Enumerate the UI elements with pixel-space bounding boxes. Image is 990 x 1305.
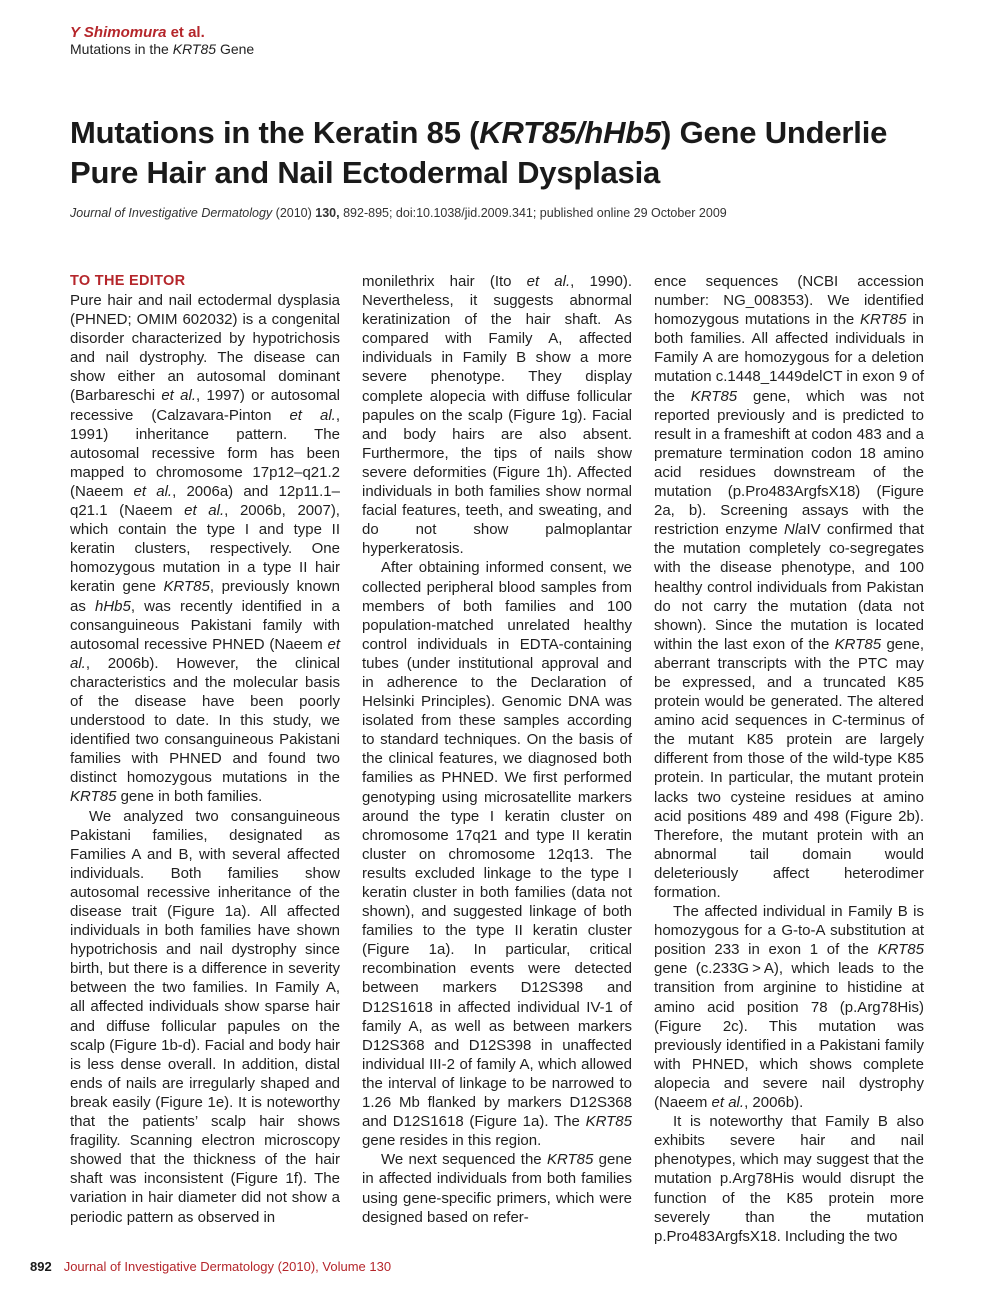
text-run: , 1990). Nevertheless, it suggests abnormal keratinization of the hair shaft. As compared with Family A, affected individuals in Family B show a more severe phenotype. They display complete alopecia with diffuse follicular papules on the scalp (Figure 1g). Facial and body hairs are also absent. Furthermore, the tips of nails show severe deformities (Figure 1h). Affected individuals in both families show normal facial features, teeth, and sweating, and do not show palmoplantar hyperkeratosis.: [362, 273, 632, 558]
text-run: It is noteworthy that Family B also exhibits severe hair and nail phenotypes, which may suggest that the mutation p.Arg78His would disrupt the function of the K85 protein more severely than the mutation p.Pro483ArgfsX18. Including the two: [654, 1113, 924, 1245]
text-run: in both families. All affected individuals in Family A are homozygous for a deletion mutation c.1448_1449delCT in exon 9 of the: [654, 311, 925, 405]
paragraph: [70, 807, 340, 1227]
article-title: [70, 113, 940, 193]
italic-run: KRT85: [877, 941, 924, 959]
running-title-prefix: Mutations in the: [70, 41, 173, 57]
text-run: gene in affected individuals from both families using gene-specific primers, which were designed based on refer-: [362, 1151, 633, 1226]
paragraph: [654, 1112, 924, 1246]
title-part2: ) Gene Underlie Pure Hair and Nail Ectodermal Dysplasia: [70, 115, 888, 190]
running-title-gene: KRT85: [172, 41, 217, 57]
citation-rest: 892-895; doi:10.1038/jid.2009.341; published online 29 October 2009: [339, 206, 727, 220]
text-run: , 2006b, 2007), which contain the type I and type II keratin clusters, respectively. One homozygous mutation in a type II hair keratin gene: [70, 502, 340, 596]
text-run: gene, aberrant transcripts with the PTC may be expressed, and a truncated K85 protein would be generated. The altered amino acid sequences in C-terminus of the mutant K85 protein are largely different from those of the wild-type K85 protein. In particular, the mutant protein lacks two cysteine residues at amino acid positions 489 and 498 (Figure 2b). Therefore, the mutant protein with an abnormal tail domain would deleteriously affect heterodimer formation.: [654, 635, 924, 901]
italic-run: et al.: [289, 406, 336, 424]
text-run: , 2006a) and 12p11.1–q21.1 (Naeem: [70, 482, 340, 520]
italic-run: et al.: [161, 387, 197, 405]
paragraph: [362, 272, 632, 558]
italic-run: hHb5: [95, 597, 131, 615]
italic-run: KRT85: [163, 578, 210, 596]
paragraph: [362, 558, 632, 1150]
text-column-1: [70, 272, 340, 1227]
text-run: , 2006b).: [744, 1094, 804, 1112]
italic-run: Nla: [783, 521, 807, 539]
italic-run: KRT85: [546, 1151, 594, 1169]
title-part1: Mutations in the Keratin 85 (: [70, 115, 480, 150]
paragraph: [362, 1150, 632, 1226]
running-title: [70, 41, 254, 58]
page-footer: [30, 1259, 391, 1274]
text-run: gene (c.233G > A), which leads to the transition from arginine to histidine at amino acid position 78 (p.Arg78His) (Figure 2c). This mutation was previously identified in a Pakistani family with PHNED, which shows complete alopecia and severe nail dystrophy (Naeem: [654, 960, 924, 1112]
text-run: , was recently identified in a consanguineous Pakistani family with autosomal recessive PHNED (Naeem: [70, 597, 341, 653]
text-run: Pure hair and nail ectodermal dysplasia (PHNED; OMIM 602032) is a congenital disorder characterized by hypotrichosis and nail dystrophy. The disease can show either an autosomal dominant (Barbareschi: [70, 292, 340, 405]
title-gene: KRT85/hHb5: [479, 115, 662, 150]
italic-run: et al.: [711, 1094, 745, 1112]
author-suffix: et al.: [166, 24, 205, 41]
running-title-suffix: Gene: [216, 41, 255, 57]
text-run: gene in both families.: [116, 788, 263, 806]
citation-volume: 130,: [315, 206, 340, 220]
text-column-2: [362, 272, 632, 1227]
italic-run: KRT85: [834, 635, 882, 653]
text-run: After obtaining informed consent, we collected peripheral blood samples from members of both families and 100 population-matched unrelated healthy control individuals in EDTA-containing tubes (under institutional approval and in adherence to the Declaration of Helsinki Principles). Genomic DNA was isolated from these samples according to standard techniques. On the basis of the clinical features, we diagnosed both families as PHNED. We first performed genotyping using microsatellite markers around the type I keratin cluster on chromosome 17q21 and type II keratin cluster on chromosome 12q13. The results excluded linkage to the type I keratin cluster in both families (data not shown), and suggested linkage of both families to the type II keratin cluster (Figure 1a). In particular, critical recombination events were detected between markers D12S398 and D12S1618 in affected individual IV-1 of family A, as well as between markers D12S368 and D12S398 in unaffected individual III-2 of family A, which allowed the interval of linkage to be narrowed to 1.26 Mb flanked by markers D12S368 and D12S1618 (Figure 1a). The: [362, 559, 632, 1131]
paragraph: [654, 272, 924, 902]
author-name: Y Shimomura: [70, 24, 167, 41]
text-run: , 1997) or autosomal recessive (Calzavara-Pinton: [70, 387, 341, 424]
running-header: [70, 24, 254, 58]
text-run: monilethrix hair (Ito: [362, 273, 527, 290]
text-column-3: [654, 272, 924, 1246]
text-run: , 1991) inheritance pattern. The autosomal recessive form has been mapped to chromosome 17p12–q21.2 (Naeem: [70, 406, 340, 500]
text-run: , previously known as: [70, 578, 340, 615]
text-run: We next sequenced the: [381, 1151, 547, 1169]
text-run: We analyzed two consanguineous Pakistani families, designated as Families A and B, with several affected individuals. Both families show autosomal recessive inheritance of the disease trait (Figure 1a). All affected individuals in both families have shown hypotrichosis and nail dystrophy since birth, but there is a difference in severity between the two families. In Family A, all affected individuals show sparse hair and diffuse follicular papules on the scalp (Figure 1b-d). Facial and body hair is less dense overall. In addition, distal ends of nails are irregularly shaped and break easily (Figure 1e). It is noteworthy that the patients’ scalp hair shows fragility. Scanning electron microscopy showed that the thickness of the hair shaft was inconsistent (Figure 1f). The variation in hair diameter did not show a periodic pattern as observed in: [70, 807, 340, 1226]
italic-run: et al.: [184, 502, 225, 520]
text-run: IV confirmed that the mutation completely co-segregates with the disease phenotype, and 100 healthy control individuals from Pakistan do not carry the mutation (data not shown). Since the mutation is located within the last exon of the: [654, 521, 924, 653]
text-run: The affected individual in Family B is homozygous for a G-to-A substitution at position 233 in exon 1 of the: [654, 903, 924, 959]
section-heading: TO THE EDITOR: [70, 273, 186, 289]
italic-run: et al.: [70, 635, 340, 672]
running-author: [70, 24, 254, 41]
italic-run: KRT85: [70, 788, 117, 806]
footer-journal: Journal of Investigative Dermatology (2010), Volume 130: [63, 1259, 392, 1274]
italic-run: KRT85: [585, 1113, 632, 1131]
italic-run: et al.: [133, 482, 173, 500]
italic-run: KRT85: [860, 311, 907, 329]
italic-run: et al.: [526, 273, 571, 290]
citation-journal: Journal of Investigative Dermatology: [70, 206, 273, 220]
paragraph: [654, 902, 924, 1112]
italic-run: KRT85: [690, 387, 738, 405]
text-run: ence sequences (NCBI accession number: NG_008353). We identified homozygous mutations in the: [654, 273, 924, 329]
text-run: , 2006b). However, the clinical characteristics and the molecular basis of the disease have been poorly understood to date. In this study, we identified two consanguineous Pakistani families with PHNED and found two distinct homozygous mutations in the: [70, 654, 340, 787]
citation-year: (2010): [272, 206, 316, 220]
text-run: gene resides in this region.: [362, 1132, 542, 1150]
citation-line: [70, 206, 727, 220]
paragraph: [70, 291, 340, 807]
text-run: gene, which was not reported previously and is predicted to result in a frameshift at codon 483 and a premature termination codon 18 amino acid residues downstream of the mutation (p.Pro483ArgfsX18) (Figure 2a, b). Screening assays with the restriction enzyme: [654, 387, 924, 539]
page-number: 892: [30, 1259, 52, 1274]
